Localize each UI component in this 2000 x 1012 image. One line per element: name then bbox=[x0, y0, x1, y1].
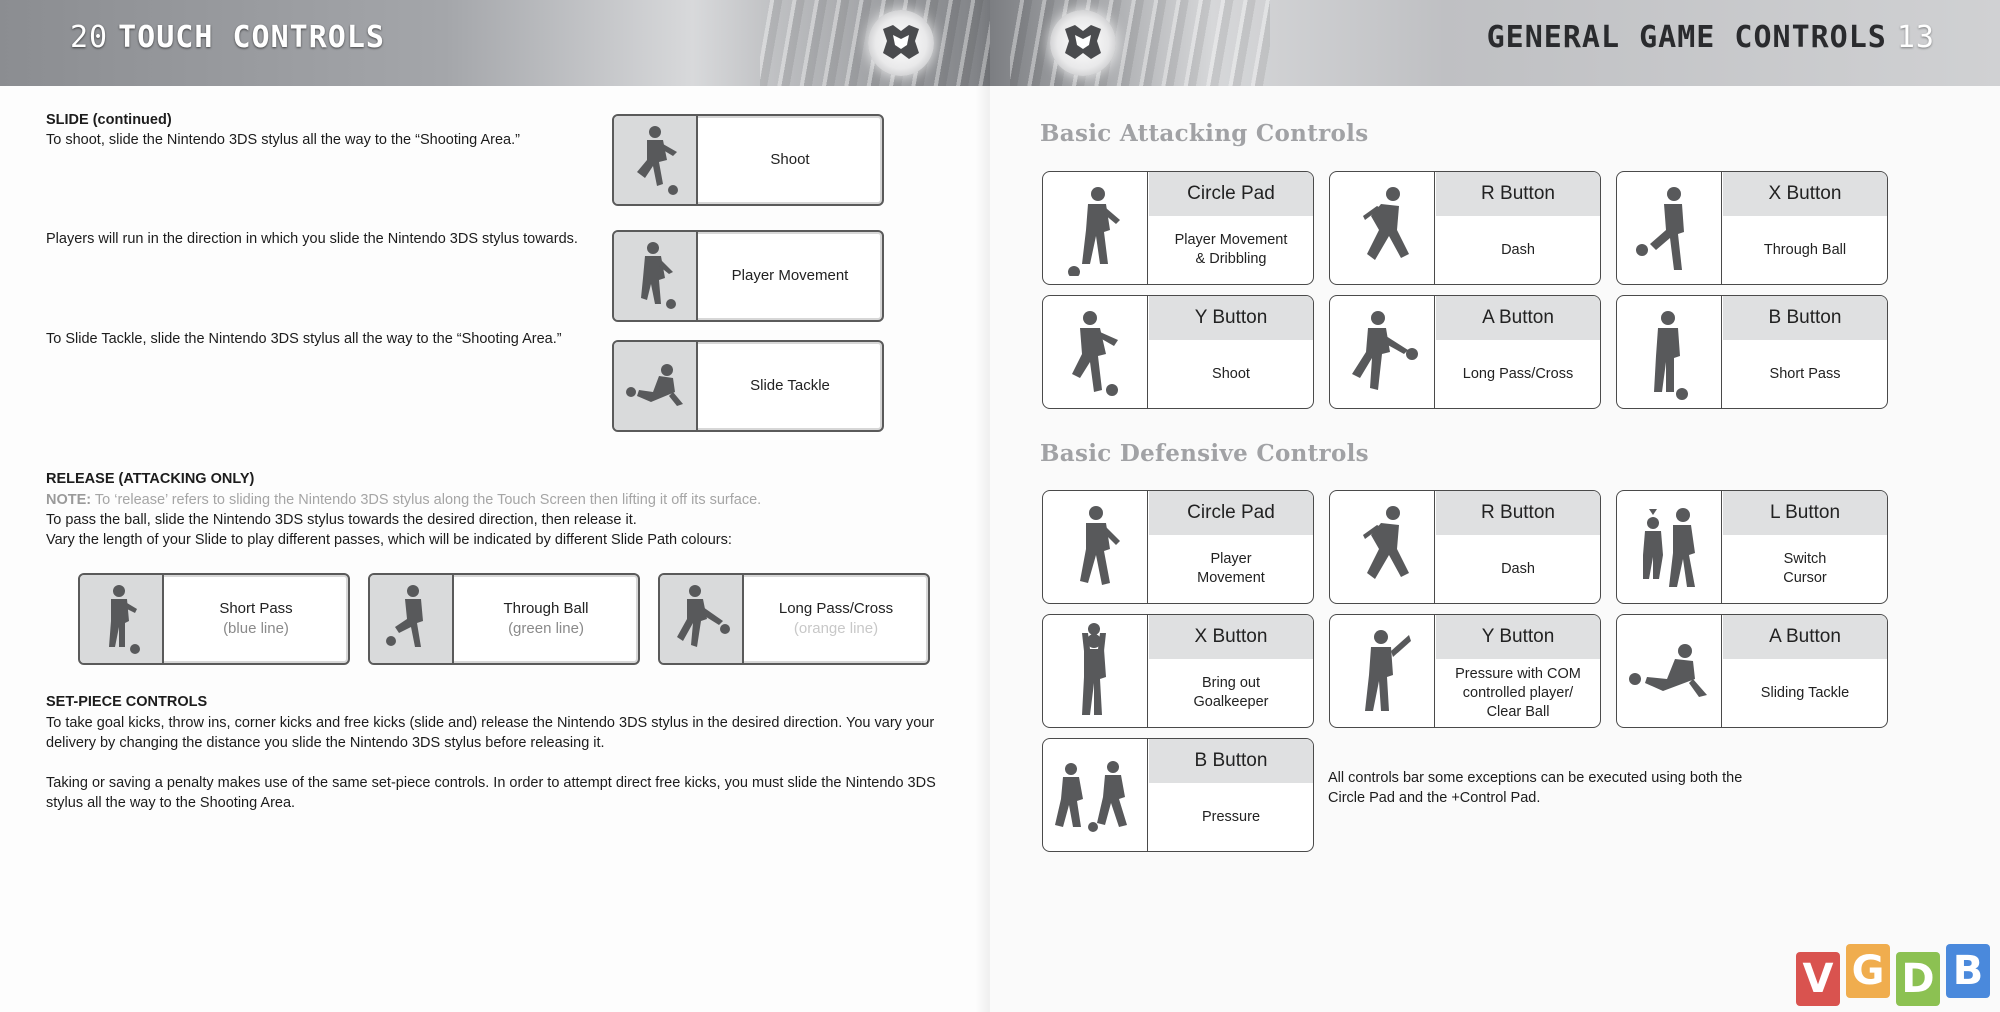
setpiece-para-1: To take goal kicks, throw ins, corner kicks and free kicks (slide and) release the Nintendo 3DS stylus in the desired direction. You vary your delivery by changing the distance you slide the Nintendo 3DS stylus before releasing it. bbox=[46, 715, 935, 751]
button-function: Long Pass/Cross bbox=[1462, 365, 1574, 382]
control-card bbox=[1042, 490, 1314, 604]
button-function: Switch Cursor bbox=[1783, 551, 1827, 586]
button-function: Shoot bbox=[1212, 365, 1250, 382]
slide-tackle-box: Slide Tackle bbox=[612, 340, 884, 432]
short-pass-sub: (blue line) bbox=[223, 620, 289, 637]
button-function: Sliding Tackle bbox=[1760, 684, 1850, 701]
player-running-icon bbox=[614, 232, 698, 320]
player-shooting-icon bbox=[1043, 296, 1148, 408]
player-slide-tackle-icon bbox=[614, 342, 698, 430]
button-name: R Button bbox=[1436, 172, 1600, 216]
player-dash-icon bbox=[1330, 172, 1435, 284]
watermark-letter: G bbox=[1846, 944, 1890, 998]
player-long-pass-icon bbox=[1330, 296, 1435, 408]
release-heading: RELEASE (ATTACKING ONLY) bbox=[46, 471, 255, 487]
control-card bbox=[1329, 295, 1601, 409]
long-pass-sub: (orange line) bbox=[793, 620, 879, 637]
button-function: Dash bbox=[1501, 241, 1535, 258]
button-name: Circle Pad bbox=[1149, 172, 1313, 216]
goalkeeper-icon bbox=[1043, 615, 1148, 727]
right-page bbox=[990, 0, 2000, 1012]
switch-cursor-icon bbox=[1617, 491, 1722, 603]
player-pressure-icon bbox=[1330, 615, 1435, 727]
controls-footnote: All controls bar some exceptions can be executed using both the Circle Pad and the +Control Pad. bbox=[1328, 770, 1743, 806]
control-card bbox=[1616, 171, 1888, 285]
setpiece-heading: SET-PIECE CONTROLS bbox=[46, 694, 208, 710]
move-text: Players will run in the direction in which you slide the Nintendo 3DS stylus towards. bbox=[46, 231, 578, 247]
release-note: NOTE: To ‘release’ refers to sliding the Nintendo 3DS stylus along the Touch Screen then lifting it off its surface. bbox=[46, 492, 762, 508]
defensive-section-title: Basic Defensive Controls bbox=[1040, 440, 1369, 467]
button-name: Circle Pad bbox=[1149, 491, 1313, 535]
tackle-text: To Slide Tackle, slide the Nintendo 3DS stylus all the way to the “Shooting Area.” bbox=[46, 331, 562, 347]
through-ball-label: Through Ball bbox=[503, 600, 589, 617]
control-card bbox=[1042, 738, 1314, 852]
button-function: Bring out Goalkeeper bbox=[1193, 675, 1269, 710]
button-function: Short Pass bbox=[1769, 365, 1841, 382]
watermark-letter: D bbox=[1896, 952, 1940, 1006]
player-movement-box: Player Movement bbox=[612, 230, 884, 322]
control-card bbox=[1616, 295, 1888, 409]
short-pass-label: Short Pass bbox=[219, 600, 293, 617]
control-card bbox=[1329, 490, 1601, 604]
button-function: Player Movement & Dribbling bbox=[1174, 232, 1288, 267]
long-pass-label: Long Pass/Cross bbox=[778, 600, 894, 617]
player-short-pass-icon bbox=[80, 575, 164, 663]
pes-emblem-icon bbox=[1050, 10, 1116, 76]
right-page-header bbox=[990, 0, 2000, 86]
button-name: B Button bbox=[1149, 739, 1313, 783]
two-players-pressure-icon bbox=[1043, 739, 1148, 851]
slide-heading: SLIDE (continued) bbox=[46, 112, 172, 128]
setpiece-para-2: Taking or saving a penalty makes use of the same set-piece controls. In order to attempt direct free kicks, you must slide the Nintendo 3DS stylus all the way to the Shooting Area. bbox=[46, 775, 936, 811]
watermark-letter: B bbox=[1946, 944, 1990, 998]
button-function: Player Movement bbox=[1197, 551, 1265, 586]
button-name: Y Button bbox=[1436, 615, 1600, 659]
player-through-ball-icon bbox=[370, 575, 454, 663]
left-page-header bbox=[0, 0, 990, 86]
long-pass-box bbox=[658, 573, 930, 665]
player-movement-icon bbox=[1043, 491, 1148, 603]
player-dribbling-icon bbox=[1043, 172, 1148, 284]
player-short-pass-icon bbox=[1617, 296, 1722, 408]
release-line-2: Vary the length of your Slide to play different passes, which will be indicated by different Slide Path colours: bbox=[46, 532, 732, 548]
button-function: Pressure bbox=[1201, 808, 1261, 825]
button-name: X Button bbox=[1723, 172, 1887, 216]
button-name: Y Button bbox=[1149, 296, 1313, 340]
control-card bbox=[1616, 490, 1888, 604]
button-function: Pressure with COM controlled player/ Clear Ball bbox=[1455, 665, 1581, 720]
shoot-text: To shoot, slide the Nintendo 3DS stylus all the way to the “Shooting Area.” bbox=[46, 132, 520, 148]
button-function: Dash bbox=[1501, 560, 1535, 577]
control-card bbox=[1042, 171, 1314, 285]
control-card bbox=[1042, 295, 1314, 409]
button-name: B Button bbox=[1723, 296, 1887, 340]
attacking-section-title: Basic Attacking Controls bbox=[1040, 120, 1369, 147]
vgdb-watermark bbox=[1796, 944, 1990, 1002]
player-slide-tackle-icon bbox=[1617, 615, 1722, 727]
button-name: L Button bbox=[1723, 491, 1887, 535]
button-name: A Button bbox=[1436, 296, 1600, 340]
page-title: 20 TOUCH CONTROLS bbox=[70, 20, 385, 55]
player-through-ball-icon bbox=[1617, 172, 1722, 284]
button-name: X Button bbox=[1149, 615, 1313, 659]
left-page bbox=[0, 0, 990, 1012]
button-name: R Button bbox=[1436, 491, 1600, 535]
release-line-1: To pass the ball, slide the Nintendo 3DS stylus towards the desired direction, then release it. bbox=[46, 512, 637, 528]
pes-emblem-icon bbox=[868, 10, 934, 76]
player-dash-icon bbox=[1330, 491, 1435, 603]
player-long-pass-icon bbox=[660, 575, 744, 663]
page-title: GENERAL GAME CONTROLS 13 bbox=[1486, 20, 1935, 55]
through-ball-box bbox=[368, 573, 640, 665]
control-card bbox=[1042, 614, 1314, 728]
button-name: A Button bbox=[1723, 615, 1887, 659]
short-pass-box bbox=[78, 573, 350, 665]
player-shooting-icon bbox=[614, 116, 698, 204]
page-number: 20 bbox=[70, 20, 109, 55]
button-function: Through Ball bbox=[1763, 241, 1847, 258]
page-number: 13 bbox=[1896, 20, 1935, 55]
control-card bbox=[1329, 171, 1601, 285]
through-ball-sub: (green line) bbox=[508, 620, 584, 637]
watermark-letter: V bbox=[1796, 952, 1840, 1006]
shoot-box: Shoot bbox=[612, 114, 884, 206]
control-card bbox=[1329, 614, 1601, 728]
control-card bbox=[1616, 614, 1888, 728]
